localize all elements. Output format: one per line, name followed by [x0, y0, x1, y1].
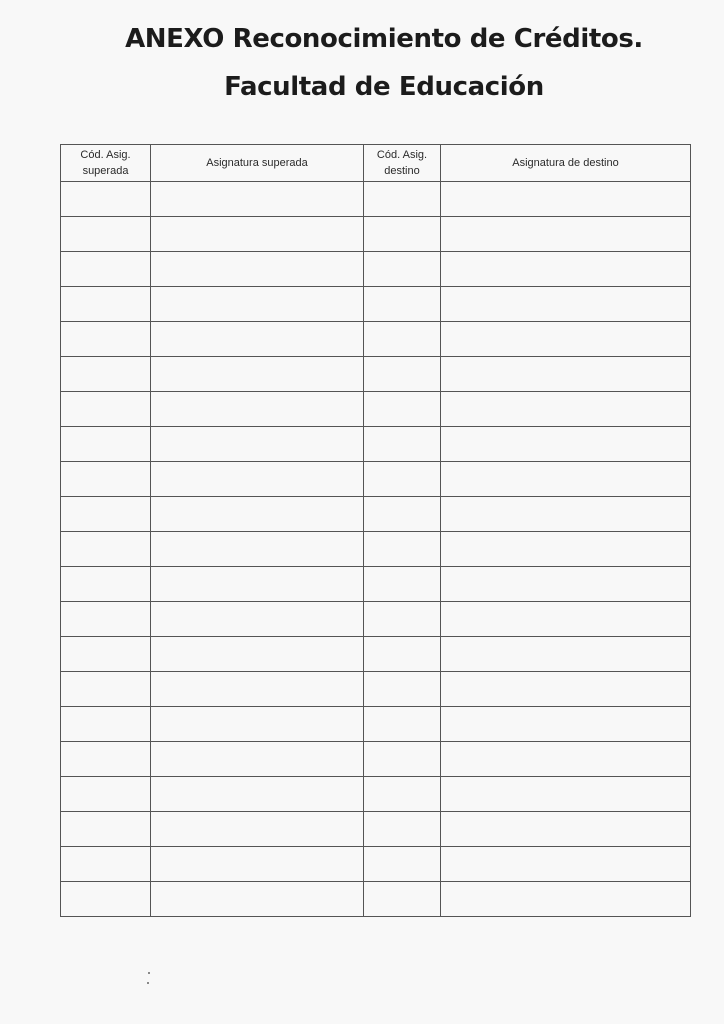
cell-asignatura-destino[interactable]	[441, 427, 691, 462]
cell-cod-asig-superada[interactable]	[61, 182, 151, 217]
table-row	[61, 637, 691, 672]
cell-asignatura-destino[interactable]	[441, 637, 691, 672]
cell-cod-asig-destino[interactable]	[364, 602, 441, 637]
cell-cod-asig-destino[interactable]	[364, 777, 441, 812]
cell-cod-asig-superada[interactable]	[61, 707, 151, 742]
table-row	[61, 287, 691, 322]
cell-cod-asig-destino[interactable]	[364, 847, 441, 882]
cell-cod-asig-superada[interactable]	[61, 287, 151, 322]
cell-cod-asig-destino[interactable]	[364, 497, 441, 532]
cell-asignatura-superada[interactable]	[151, 497, 364, 532]
cell-cod-asig-superada[interactable]	[61, 427, 151, 462]
header-line: Asignatura superada	[206, 157, 308, 169]
header-asignatura-superada	[151, 145, 364, 182]
credits-table	[60, 144, 691, 917]
cell-asignatura-superada[interactable]	[151, 532, 364, 567]
table-row	[61, 567, 691, 602]
cell-cod-asig-destino[interactable]	[364, 392, 441, 427]
document-title: ANEXO Reconocimiento de Créditos.	[125, 24, 643, 54]
cell-cod-asig-superada[interactable]	[61, 532, 151, 567]
table-row	[61, 462, 691, 497]
header-line: Cód. Asig.	[80, 149, 131, 161]
cell-cod-asig-superada[interactable]	[61, 882, 151, 917]
cell-cod-asig-superada[interactable]	[61, 497, 151, 532]
table-row	[61, 497, 691, 532]
cell-cod-asig-superada[interactable]	[61, 742, 151, 777]
cell-cod-asig-destino[interactable]	[364, 882, 441, 917]
cell-asignatura-destino[interactable]	[441, 567, 691, 602]
header-line: destino	[384, 165, 420, 177]
cell-cod-asig-superada[interactable]	[61, 357, 151, 392]
table-row	[61, 357, 691, 392]
cell-asignatura-superada[interactable]	[151, 322, 364, 357]
header-cod-asig-superada	[61, 145, 151, 182]
cell-asignatura-destino[interactable]	[441, 252, 691, 287]
cell-asignatura-destino[interactable]	[441, 847, 691, 882]
cell-asignatura-destino[interactable]	[441, 672, 691, 707]
cell-asignatura-superada[interactable]	[151, 182, 364, 217]
document-subtitle: Facultad de Educación	[224, 72, 544, 102]
cell-asignatura-destino[interactable]	[441, 462, 691, 497]
cell-asignatura-destino[interactable]	[441, 777, 691, 812]
cell-asignatura-superada[interactable]	[151, 252, 364, 287]
cell-asignatura-superada[interactable]	[151, 427, 364, 462]
table-row	[61, 392, 691, 427]
cell-asignatura-destino[interactable]	[441, 322, 691, 357]
cell-cod-asig-destino[interactable]	[364, 532, 441, 567]
cell-cod-asig-destino[interactable]	[364, 427, 441, 462]
header-line: superada	[82, 165, 129, 177]
cell-cod-asig-superada[interactable]	[61, 847, 151, 882]
cell-cod-asig-destino[interactable]	[364, 707, 441, 742]
table-row	[61, 882, 691, 917]
cell-cod-asig-superada[interactable]	[61, 217, 151, 252]
cell-asignatura-superada[interactable]	[151, 707, 364, 742]
cell-cod-asig-destino[interactable]	[364, 812, 441, 847]
cell-asignatura-superada[interactable]	[151, 777, 364, 812]
table-row	[61, 252, 691, 287]
cell-cod-asig-destino[interactable]	[364, 252, 441, 287]
table-row	[61, 812, 691, 847]
table-row	[61, 322, 691, 357]
table-row	[61, 707, 691, 742]
cell-cod-asig-destino[interactable]	[364, 637, 441, 672]
scan-speck	[148, 972, 150, 974]
cell-asignatura-superada[interactable]	[151, 742, 364, 777]
cell-asignatura-destino[interactable]	[441, 217, 691, 252]
cell-asignatura-destino[interactable]	[441, 182, 691, 217]
cell-cod-asig-destino[interactable]	[364, 287, 441, 322]
table-row	[61, 532, 691, 567]
table-row	[61, 847, 691, 882]
cell-cod-asig-superada[interactable]	[61, 252, 151, 287]
cell-cod-asig-superada[interactable]	[61, 672, 151, 707]
table-row	[61, 602, 691, 637]
cell-cod-asig-superada[interactable]	[61, 462, 151, 497]
cell-asignatura-destino[interactable]	[441, 357, 691, 392]
cell-asignatura-destino[interactable]	[441, 497, 691, 532]
cell-asignatura-destino[interactable]	[441, 602, 691, 637]
cell-cod-asig-superada[interactable]	[61, 812, 151, 847]
table-row	[61, 217, 691, 252]
header-line: Cód. Asig.	[376, 149, 428, 161]
cell-asignatura-superada[interactable]	[151, 637, 364, 672]
cell-asignatura-superada[interactable]	[151, 462, 364, 497]
cell-cod-asig-superada[interactable]	[61, 602, 151, 637]
header-line: Asignatura de destino	[512, 157, 619, 169]
cell-asignatura-superada[interactable]	[151, 812, 364, 847]
cell-asignatura-superada[interactable]	[151, 672, 364, 707]
table-row	[61, 777, 691, 812]
cell-asignatura-superada[interactable]	[151, 882, 364, 917]
cell-asignatura-superada[interactable]	[151, 217, 364, 252]
cell-asignatura-destino[interactable]	[441, 287, 691, 322]
header-asignatura-destino	[441, 145, 691, 182]
cell-asignatura-destino[interactable]	[441, 392, 691, 427]
cell-cod-asig-destino[interactable]	[364, 462, 441, 497]
cell-asignatura-superada[interactable]	[151, 392, 364, 427]
cell-cod-asig-destino[interactable]	[364, 672, 441, 707]
cell-cod-asig-destino[interactable]	[364, 322, 441, 357]
table-body	[61, 182, 691, 917]
cell-asignatura-destino[interactable]	[441, 882, 691, 917]
table-header-row	[61, 145, 691, 182]
cell-asignatura-superada[interactable]	[151, 567, 364, 602]
table-row	[61, 182, 691, 217]
cell-asignatura-superada[interactable]	[151, 847, 364, 882]
cell-cod-asig-destino[interactable]	[364, 357, 441, 392]
cell-cod-asig-destino[interactable]	[364, 217, 441, 252]
cell-cod-asig-destino[interactable]	[364, 567, 441, 602]
cell-cod-asig-superada[interactable]	[61, 567, 151, 602]
cell-cod-asig-superada[interactable]	[61, 322, 151, 357]
cell-asignatura-superada[interactable]	[151, 602, 364, 637]
cell-cod-asig-superada[interactable]	[61, 637, 151, 672]
cell-asignatura-destino[interactable]	[441, 707, 691, 742]
table-row	[61, 742, 691, 777]
cell-asignatura-destino[interactable]	[441, 812, 691, 847]
cell-cod-asig-destino[interactable]	[364, 182, 441, 217]
credits-table-container	[60, 144, 690, 917]
cell-asignatura-superada[interactable]	[151, 287, 364, 322]
cell-cod-asig-superada[interactable]	[61, 777, 151, 812]
table-row	[61, 672, 691, 707]
cell-asignatura-destino[interactable]	[441, 532, 691, 567]
cell-asignatura-superada[interactable]	[151, 357, 364, 392]
header-cod-asig-destino	[364, 145, 441, 182]
cell-cod-asig-superada[interactable]	[61, 392, 151, 427]
table-row	[61, 427, 691, 462]
scan-speck	[147, 982, 149, 984]
cell-asignatura-destino[interactable]	[441, 742, 691, 777]
cell-cod-asig-destino[interactable]	[364, 742, 441, 777]
